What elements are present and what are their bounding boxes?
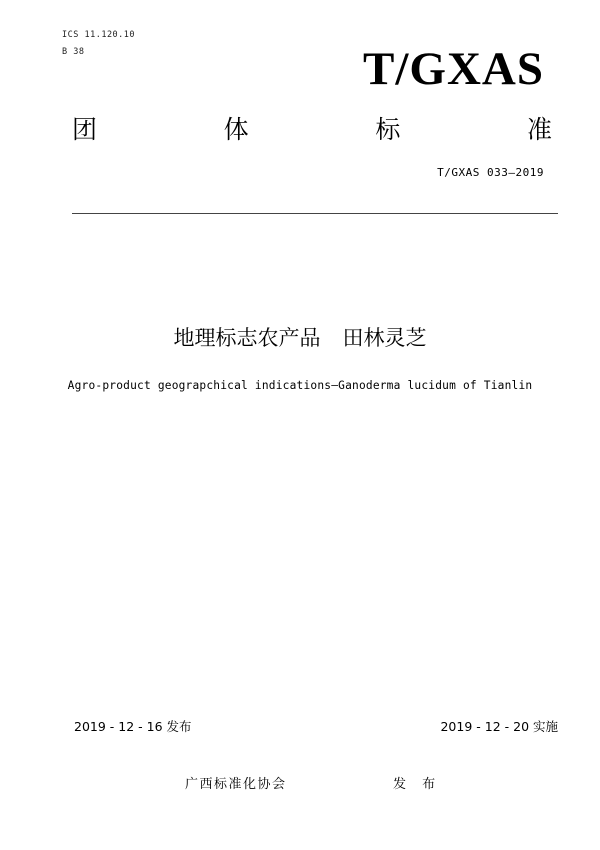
standard-type-char: 准 (526, 115, 552, 144)
standard-type-char: 体 (223, 115, 249, 144)
standard-type-heading (72, 117, 552, 142)
ics-code: ICS 11.120.10 (62, 30, 136, 40)
title-chinese-main: 地理标志农产品 (173, 326, 321, 350)
ccs-code: B 38 (62, 47, 85, 57)
title-chinese-sub: 田林灵芝 (342, 326, 427, 350)
publisher-name: 广西标准化协会 (185, 777, 287, 792)
implementation-date: 2019 - 12 - 20 实施 (440, 719, 558, 734)
title-english: Agro-product geograpchical indications—Ganoderma lucidum of Tianlin (67, 379, 533, 392)
standard-org-code: T/GXAS (363, 43, 544, 95)
standard-type-char: 标 (375, 115, 401, 144)
title-chinese (0, 328, 600, 349)
standard-type-char: 团 (72, 115, 98, 144)
standard-number: T/GXAS 033—2019 (437, 166, 544, 179)
publish-label: 发 布 (393, 777, 442, 792)
issue-date: 2019 - 12 - 16 发布 (74, 719, 192, 734)
header-divider (72, 213, 558, 214)
